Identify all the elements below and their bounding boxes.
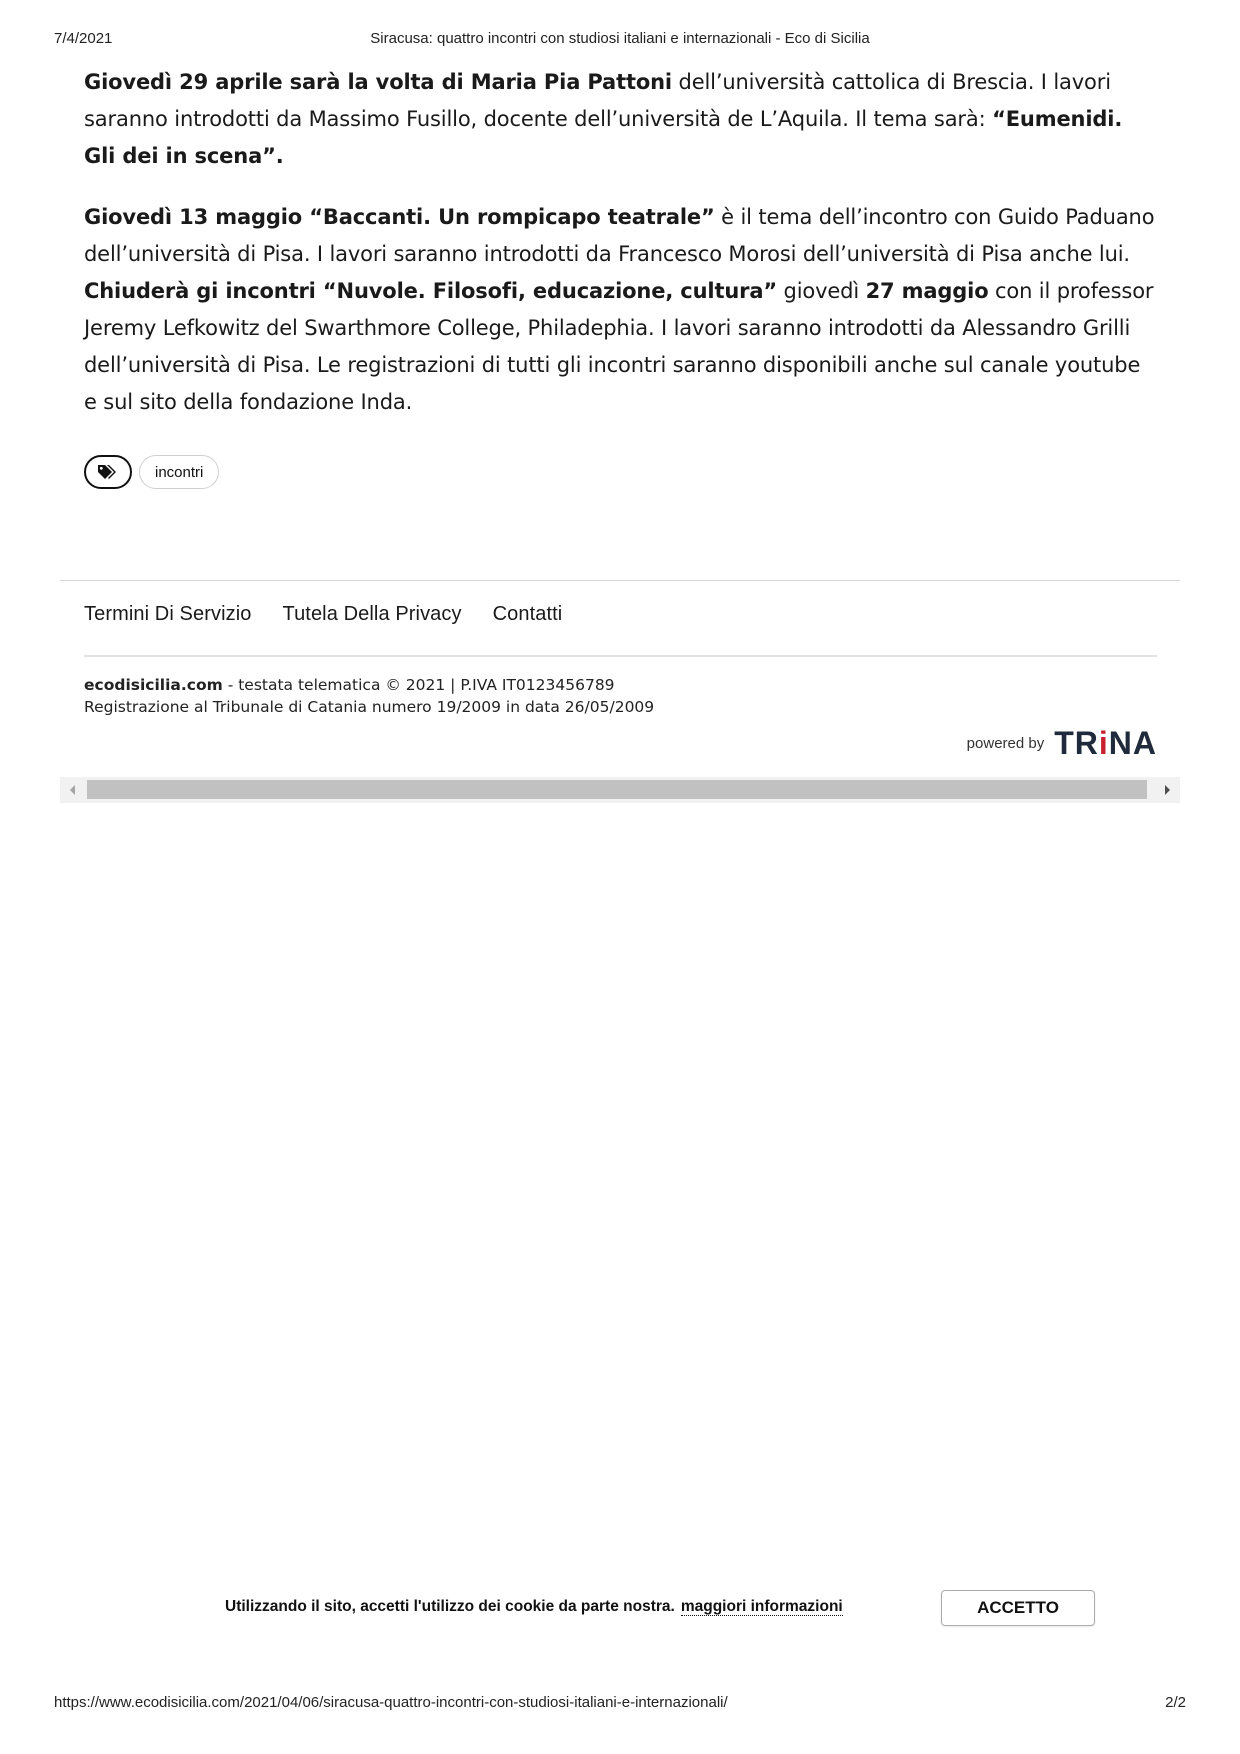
paragraph-bold: Giovedì 29 aprile sarà la volta di Maria Pia Pattoni — [84, 70, 672, 94]
trina-logo-part: TR — [1054, 725, 1099, 761]
footer-link-contacts[interactable]: Contatti — [492, 603, 563, 625]
footer-divider — [84, 655, 1157, 657]
print-url: https://www.ecodisicilia.com/2021/04/06/siracusa-quattro-incontri-con-studiosi-italiani-e-internazionali/ — [54, 1694, 728, 1711]
powered-by[interactable] — [967, 725, 1157, 762]
trina-logo-part: NA — [1108, 725, 1157, 761]
paragraph-text: è il tema dell’incontro con Guido Paduano dell’università di Pisa. I lavori saranno introdotti da Francesco Morosi dell’università di Pisa anche lui. — [84, 205, 1155, 266]
footer-info-line — [84, 674, 654, 696]
tags-icon — [84, 455, 132, 489]
paragraph-bold: 27 maggio — [865, 279, 989, 303]
footer-info — [84, 674, 654, 718]
cookie-banner — [0, 1588, 1240, 1628]
scrollbar-thumb[interactable] — [87, 780, 1147, 799]
paragraph-text: giovedì — [777, 279, 866, 303]
horizontal-scrollbar[interactable] — [60, 777, 1180, 803]
paragraph-bold: Chiuderà gi incontri “Nuvole. Filosofi, educazione, cultura” — [84, 279, 778, 303]
paragraph-bold: Giovedì 13 maggio “Baccanti. Un rompicapo teatrale” — [84, 205, 715, 229]
cookie-text: Utilizzando il sito, accetti l'utilizzo dei cookie da parte nostra. — [225, 1598, 675, 1615]
print-date: 7/4/2021 — [54, 30, 113, 47]
print-page-number: 2/2 — [1165, 1694, 1186, 1711]
cookie-more-info-link[interactable]: maggiori informazioni — [680, 1598, 843, 1615]
trina-logo — [1054, 725, 1157, 762]
footer-site-name: ecodisicilia.com — [84, 676, 223, 694]
scroll-right-arrow-icon[interactable] — [1154, 777, 1180, 803]
print-header — [54, 30, 1186, 50]
paragraph-bold: “Eumenidi. Gli dei in scena”. — [84, 107, 1123, 168]
print-page-title: Siracusa: quattro incontri con studiosi italiani e internazionali - Eco di Sicilia — [370, 30, 870, 47]
cookie-accept-button[interactable]: ACCETTO — [941, 1590, 1095, 1626]
powered-by-label: powered by — [966, 735, 1045, 752]
footer-legal-text: - testata telematica © 2021 | P.IVA IT0123456789 — [222, 676, 615, 694]
cookie-message — [225, 1598, 843, 1616]
tag-incontri[interactable]: incontri — [139, 455, 219, 489]
trina-logo-part: i — [1098, 725, 1109, 761]
footer-nav — [84, 603, 562, 626]
scroll-left-arrow-icon[interactable] — [60, 777, 86, 803]
article-paragraph — [84, 64, 1159, 175]
footer-link-privacy[interactable]: Tutela Della Privacy — [282, 603, 462, 625]
footer-registration: Registrazione al Tribunale di Catania numero 19/2009 in data 26/05/2009 — [84, 698, 655, 716]
article-body — [84, 64, 1159, 445]
paragraph-text: con il professor Jeremy Lefkowitz del Swarthmore College, Philadephia. I lavori saranno introdotti da Alessandro Grilli dell’università di Pisa. Le registrazioni di tutti gli incontri saranno disponibili anche sul canale youtube e sul sito della fondazione Inda. — [84, 279, 1154, 414]
footer-divider — [60, 580, 1180, 581]
tag-list — [84, 455, 219, 489]
article-paragraph — [84, 199, 1159, 421]
footer-link-terms[interactable]: Termini Di Servizio — [84, 603, 252, 625]
paragraph-text: dell’università cattolica di Brescia. I lavori saranno introdotti da Massimo Fusillo, docente dell’università de L’Aquila. Il tema sarà: — [84, 70, 1111, 131]
